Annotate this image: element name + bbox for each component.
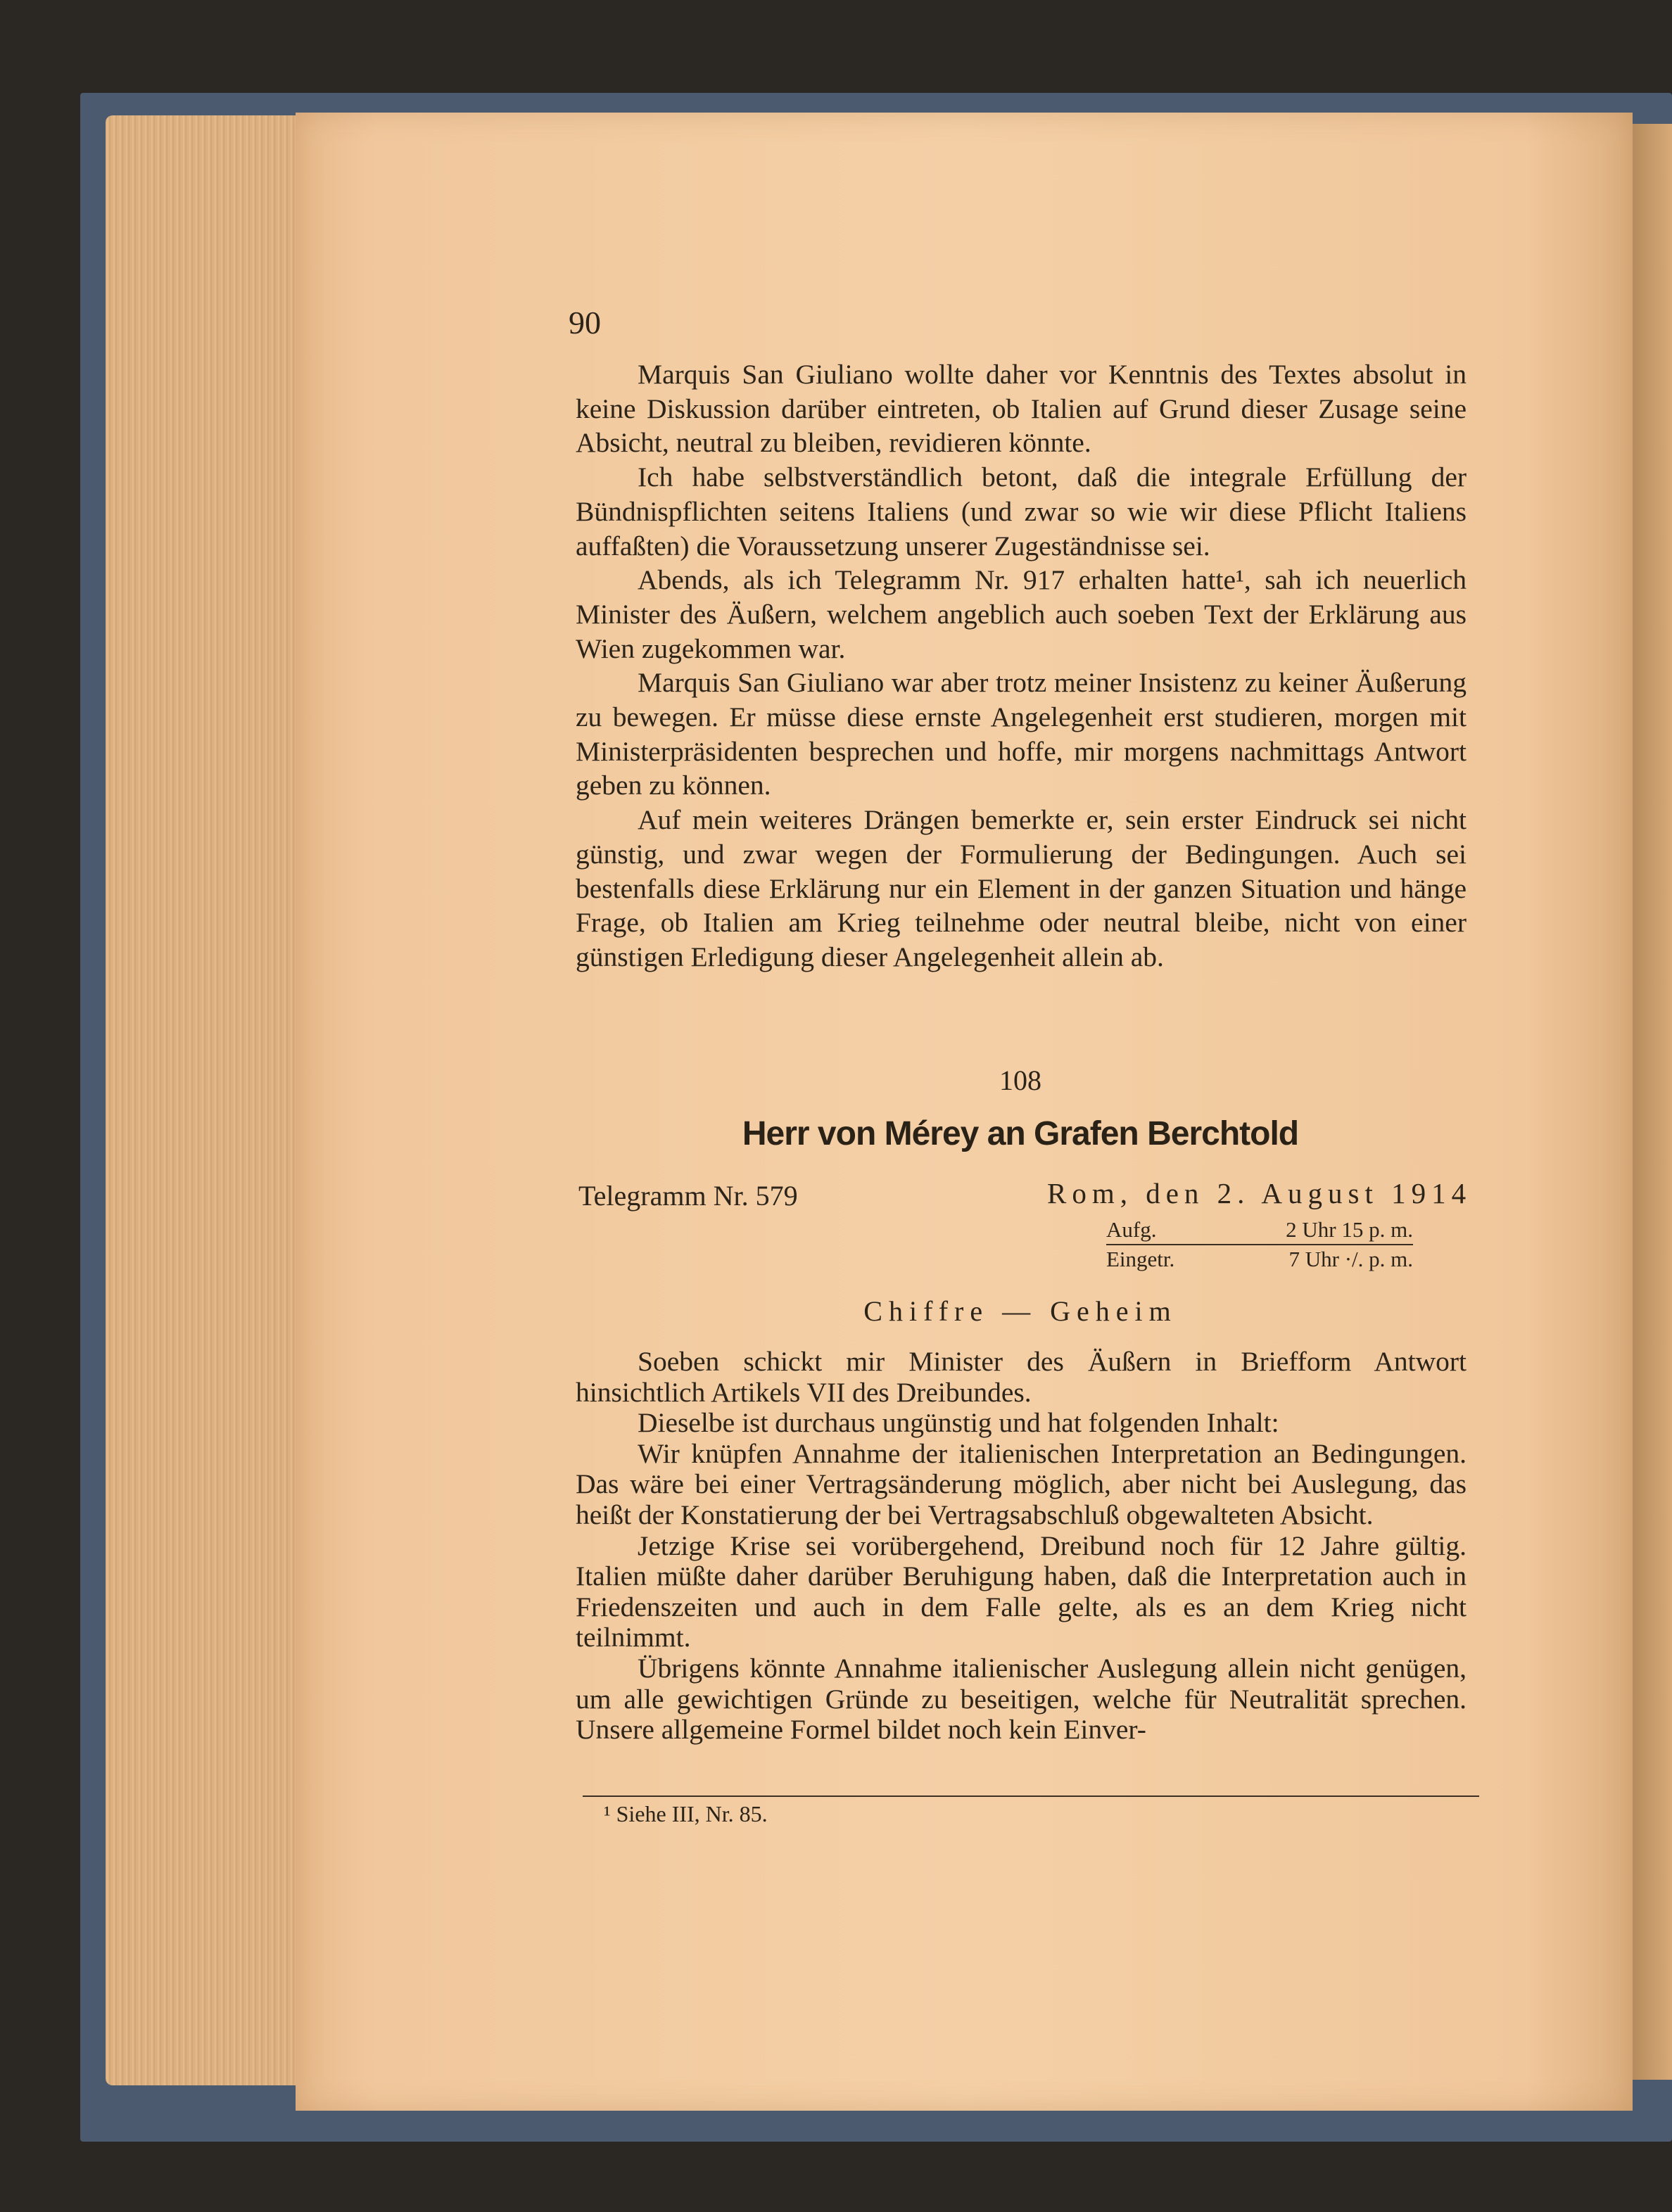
aufg-row bbox=[1106, 1216, 1413, 1245]
place-date: Rom, den 2. August 1914 bbox=[1047, 1177, 1472, 1209]
eingetr-row bbox=[1106, 1245, 1413, 1273]
body-paragraph: Marquis San Giuliano war aber trotz meiner Insistenz zu keiner Äußerung zu bewegen. Er müsse diese ernste Angelegenheit erst studieren, morgen mit Ministerpräsidenten besprechen und hoffe, mir morgens nachmittags Antwort geben zu können. bbox=[576, 667, 1467, 801]
telegram-number: Telegramm Nr. 579 bbox=[578, 1180, 798, 1212]
dispatch-times bbox=[1106, 1216, 1413, 1273]
body-paragraph: Ich habe selbstverständlich betont, daß die integrale Erfüllung der Bündnispflichten seitens Italiens (und zwar so wie wir diese Pflicht Italiens auffaßten) die Voraussetzung unserer Zugeständnisse sei. bbox=[576, 462, 1467, 561]
body-paragraph: Marquis San Giuliano wollte daher vor Kenntnis des Textes absolut in keine Diskussion darüber eintreten, ob Italien auf Grund dieser Zusage seine Absicht, neutral zu bleiben, revidieren könnte. bbox=[576, 359, 1467, 459]
page-edges bbox=[106, 115, 310, 2085]
aufg-label: Aufg. bbox=[1106, 1217, 1157, 1242]
telegram-paragraph: Wir knüpfen Annahme der italienischen Interpretation an Bedingungen. Das wäre bei einer Vertragsänderung möglich, aber nicht bei Auslegung, das heißt der Konstatierung der bei Vertragsabschluß obgewalteten Absicht. bbox=[576, 1437, 1467, 1530]
document-number: 108 bbox=[999, 1064, 1041, 1096]
aufg-time: 2 Uhr 15 p. m. bbox=[1286, 1217, 1413, 1242]
body-paragraph: Auf mein weiteres Drängen bemerkte er, sein erster Eindruck sei nicht günstig, und zwar wegen der Formulierung der Bedingungen. Auch sei bestenfalls diese Erklärung nur ein Element in der ganzen Situation und hänge Frage, ob Italien am Krieg teilnehme oder neutral bleibe, nicht von einer günstigen Erledigung dieser Angelegenheit allein ab. bbox=[576, 804, 1467, 972]
page-number: 90 bbox=[569, 305, 601, 341]
telegram-paragraph: Dieselbe ist durchaus ungünstig und hat folgenden Inhalt: bbox=[638, 1407, 1279, 1439]
footnote-rule bbox=[583, 1795, 1479, 1797]
document-heading: Herr von Mérey an Grafen Berchtold bbox=[742, 1115, 1299, 1152]
body-paragraph: Abends, als ich Telegramm Nr. 917 erhalten hatte¹, sah ich neuerlich Minister des Äußern, welchem angeblich auch soeben Text der Erklärung aus Wien zugekommen war. bbox=[576, 564, 1467, 664]
cipher-line: Chiffre — Geheim bbox=[863, 1295, 1177, 1327]
telegram-paragraph: Soeben schickt mir Minister des Äußern in Briefform Antwort hinsichtlich Artikels VII des Dreibundes. bbox=[576, 1346, 1467, 1408]
body-text bbox=[576, 357, 1467, 974]
telegram-paragraph: Übrigens könnte Annahme italienischer Auslegung allein nicht genügen, um alle gewichtigen Gründe zu beseitigen, welche für Neutralität sprechen. Unsere allgemeine Formel bildet noch kein Einver- bbox=[576, 1652, 1467, 1746]
eingetr-time: 7 Uhr ·/. p. m. bbox=[1288, 1247, 1413, 1271]
eingetr-label: Eingetr. bbox=[1106, 1247, 1175, 1271]
footnote: ¹ Siehe III, Nr. 85. bbox=[604, 1801, 768, 1826]
facing-page-edge bbox=[1631, 124, 1672, 2080]
telegram-text bbox=[576, 1347, 1467, 1746]
telegram-paragraph: Jetzige Krise sei vorübergehend, Dreibund noch für 12 Jahre gültig. Italien müßte daher darüber Beruhigung haben, daß die Interpretation auch in Friedenszeiten und auch in dem Falle gelte, als es an dem Krieg nicht teilnimmt. bbox=[576, 1530, 1467, 1653]
